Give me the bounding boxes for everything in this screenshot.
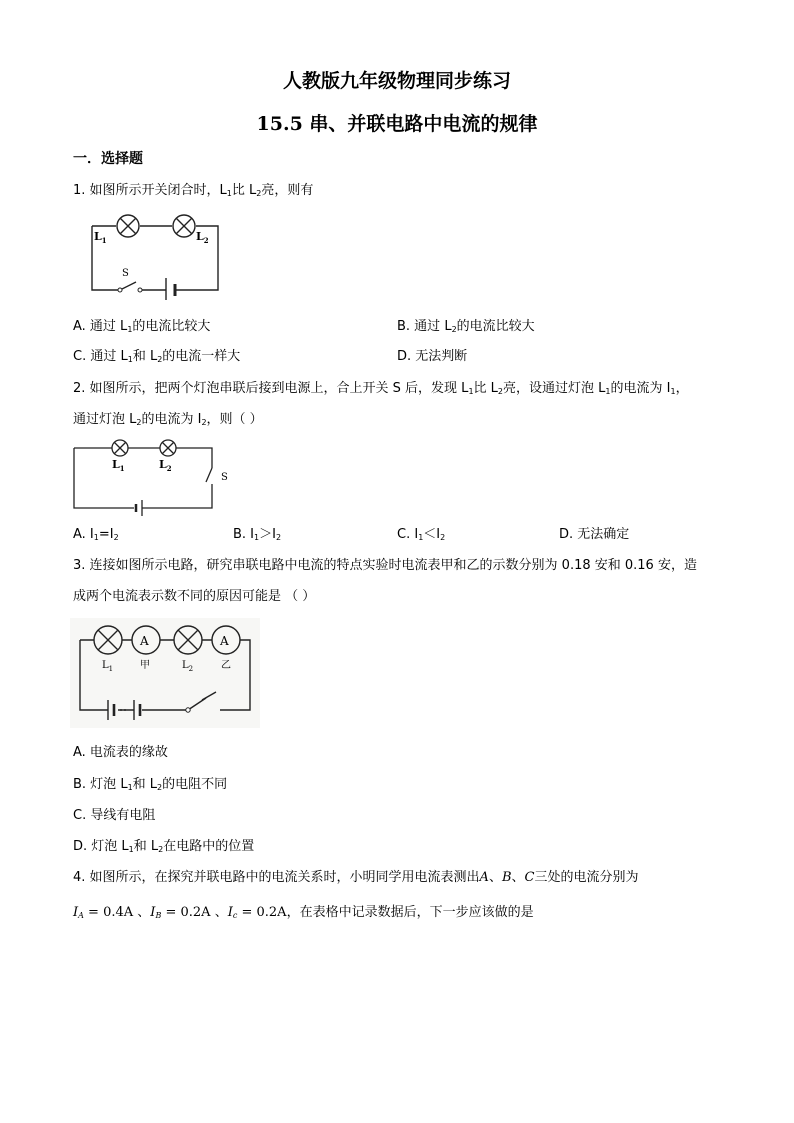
q3-option-sub: 2 bbox=[157, 783, 163, 792]
q1-option-a[interactable] bbox=[73, 320, 210, 334]
q4-current-sub: A bbox=[78, 911, 84, 920]
page-title: 人教版九年级物理同步练习 bbox=[282, 70, 511, 92]
lamp-l1-label: $L_1$ bbox=[102, 660, 114, 673]
q2-stem-part: 2. 如图所示，把两个灯泡串联后接到电源上，合上开关 S 后，发现 L bbox=[73, 381, 469, 396]
q1-option-text: 的电流比较大 bbox=[456, 319, 535, 334]
q4-stem-part: 、 bbox=[133, 905, 151, 920]
question-4-stem-line1 bbox=[73, 871, 639, 884]
q2-option-sub: 2 bbox=[440, 533, 446, 542]
question-4-stem-line2 bbox=[73, 906, 534, 920]
lamp-l1-label: $L_1$ bbox=[94, 230, 107, 245]
lamp-l2-label: $L_2$ bbox=[182, 660, 194, 673]
question-2-stem-line2 bbox=[73, 413, 263, 427]
q3-circuit-diagram bbox=[70, 618, 260, 728]
q2-stem-part: ， bbox=[675, 381, 689, 396]
ammeter-jia-label: 甲 bbox=[140, 660, 150, 671]
page-subtitle: 15.5 串、并联电路中电流的规律 bbox=[256, 113, 538, 135]
q1-option-text: B. 通过 L bbox=[397, 319, 452, 334]
q3-option-text: D. 灯泡 L bbox=[73, 839, 129, 854]
q1-option-sub: 2 bbox=[451, 325, 457, 334]
q1-option-text: 和 L bbox=[132, 349, 158, 364]
q1-option-sub: 2 bbox=[157, 355, 163, 364]
q2-option-sub: 1 bbox=[254, 533, 260, 542]
switch-label: S bbox=[122, 268, 129, 279]
q2-option-sub: 2 bbox=[275, 533, 282, 542]
q4-stem-part: 三处的电流分别为 bbox=[534, 870, 639, 885]
q1-option-text: D. 无法判断 bbox=[397, 349, 468, 364]
q3-option-c[interactable] bbox=[73, 809, 155, 822]
q1-option-text: A. 通过 L bbox=[73, 319, 128, 334]
q3-option-sub: 2 bbox=[158, 845, 164, 854]
q3-option-sub: 1 bbox=[127, 783, 133, 792]
q2-option-text: B. I bbox=[233, 527, 255, 542]
q4-current-value: = 0.4A bbox=[83, 905, 134, 920]
q3-option-text: C. 导线有电阻 bbox=[73, 808, 156, 823]
q2-circuit-diagram bbox=[70, 436, 240, 516]
q3-option-b[interactable] bbox=[73, 778, 227, 792]
q1-option-d[interactable] bbox=[397, 350, 467, 363]
question-1-stem bbox=[73, 184, 313, 198]
q4-stem-part: 4. 如图所示，在探究并联电路中的电流关系时，小明同学用电流表测出 bbox=[73, 870, 480, 885]
switch-icon bbox=[120, 282, 136, 290]
q2-sub: 2 bbox=[136, 418, 142, 427]
q3-option-text: 和 L bbox=[132, 777, 158, 792]
q3-option-text: 的电阻不同 bbox=[162, 777, 228, 792]
q2-sub: 2 bbox=[201, 418, 207, 427]
q4-current-sub: c bbox=[232, 911, 238, 920]
q4-stem-part: 、 bbox=[210, 905, 228, 920]
q2-option-text: =I bbox=[98, 527, 114, 542]
q2-sub: 2 bbox=[497, 387, 504, 396]
q1-stem-part: 亮，则有 bbox=[261, 183, 314, 198]
q1-sub: 1 bbox=[226, 189, 232, 198]
section-heading: 一．选择题 bbox=[73, 151, 143, 167]
q2-option-sub: 1 bbox=[93, 533, 99, 542]
q3-option-d[interactable] bbox=[73, 840, 254, 854]
q2-option-b[interactable] bbox=[233, 528, 281, 542]
q3-option-sub: 1 bbox=[128, 845, 134, 854]
q4-current-symbol: I bbox=[227, 905, 233, 920]
q2-sub: 1 bbox=[605, 387, 611, 396]
q2-option-sub: 1 bbox=[418, 533, 424, 542]
switch-label: S bbox=[221, 472, 228, 483]
q2-stem-part: 通过灯泡 L bbox=[73, 412, 137, 427]
q4-stem-part: 、 bbox=[488, 870, 502, 885]
q4-point-c: C bbox=[524, 870, 535, 885]
q4-current-symbol: I bbox=[73, 905, 79, 920]
q2-option-text: D. 无法确定 bbox=[559, 527, 630, 542]
lamp-l2-label: $L_2$ bbox=[196, 230, 209, 245]
q1-stem-part: 比 L bbox=[231, 183, 257, 198]
q4-current-value: = 0.2A bbox=[161, 905, 211, 920]
q2-stem-part: ，则（ ） bbox=[206, 412, 263, 427]
q2-sub: 1 bbox=[468, 387, 474, 396]
q3-option-text: B. 灯泡 L bbox=[73, 777, 128, 792]
q1-stem-part: 1. 如图所示开关闭合时，L bbox=[73, 183, 227, 198]
q1-circuit-diagram bbox=[80, 208, 240, 300]
q3-option-text: 和 L bbox=[133, 839, 159, 854]
q1-option-sub: 1 bbox=[127, 325, 133, 334]
q2-stem-part: 亮，设通过灯泡 L bbox=[503, 381, 606, 396]
switch-icon bbox=[206, 468, 212, 482]
q4-point-a: A bbox=[479, 870, 489, 885]
lamp-l1-label: $L_1$ bbox=[112, 458, 125, 473]
q2-sub: 1 bbox=[670, 387, 676, 396]
q3-option-text: A. 电流表的缘故 bbox=[73, 745, 168, 760]
question-2-stem-line1 bbox=[73, 382, 689, 396]
q1-option-text: C. 通过 L bbox=[73, 349, 128, 364]
q2-option-sub: 2 bbox=[113, 533, 119, 542]
q2-option-d[interactable] bbox=[559, 528, 629, 541]
q4-stem-part: ，在表格中记录数据后，下一步应该做的是 bbox=[286, 905, 534, 920]
question-3-stem-line1: 3. 连接如图所示电路，研究串联电路中电流的特点实验时电流表甲和乙的示数分别为 0.18 安和 0.16 安，造 bbox=[73, 558, 697, 573]
ammeter-yi-label: 乙 bbox=[221, 660, 231, 671]
q3-option-text: 在电路中的位置 bbox=[163, 839, 255, 854]
lamp-l2-label: $L_2$ bbox=[159, 458, 172, 473]
q2-stem-part: 的电流为 I bbox=[610, 381, 671, 396]
q2-stem-part: 比 L bbox=[473, 381, 498, 396]
q2-option-text: ＜I bbox=[423, 527, 441, 542]
q1-option-text: 的电流比较大 bbox=[132, 319, 211, 334]
q2-option-text: A. I bbox=[73, 527, 94, 542]
q4-stem-part: 、 bbox=[511, 870, 525, 885]
q2-option-text: ＞I bbox=[259, 527, 276, 542]
q4-current-sub: B bbox=[155, 911, 162, 920]
q3-option-a[interactable] bbox=[73, 746, 168, 759]
question-3-stem-line2: 成两个电流表示数不同的原因可能是 （ ） bbox=[73, 589, 316, 604]
q1-sub: 2 bbox=[256, 189, 262, 198]
q1-option-sub: 1 bbox=[127, 355, 133, 364]
q1-option-text: 的电流一样大 bbox=[162, 349, 241, 364]
q2-option-a[interactable] bbox=[73, 528, 119, 542]
q1-option-b[interactable] bbox=[397, 320, 535, 334]
q4-current-value: = 0.2A bbox=[237, 905, 287, 920]
q2-option-text: C. I bbox=[397, 527, 419, 542]
ammeter-jia-symbol: A bbox=[140, 634, 149, 648]
q4-point-b: B bbox=[501, 870, 512, 885]
ammeter-yi-symbol: A bbox=[220, 634, 229, 648]
q1-option-c[interactable] bbox=[73, 350, 240, 364]
q2-option-c[interactable] bbox=[397, 528, 445, 542]
q4-current-symbol: I bbox=[150, 905, 156, 920]
q2-stem-part: 的电流为 I bbox=[141, 412, 202, 427]
